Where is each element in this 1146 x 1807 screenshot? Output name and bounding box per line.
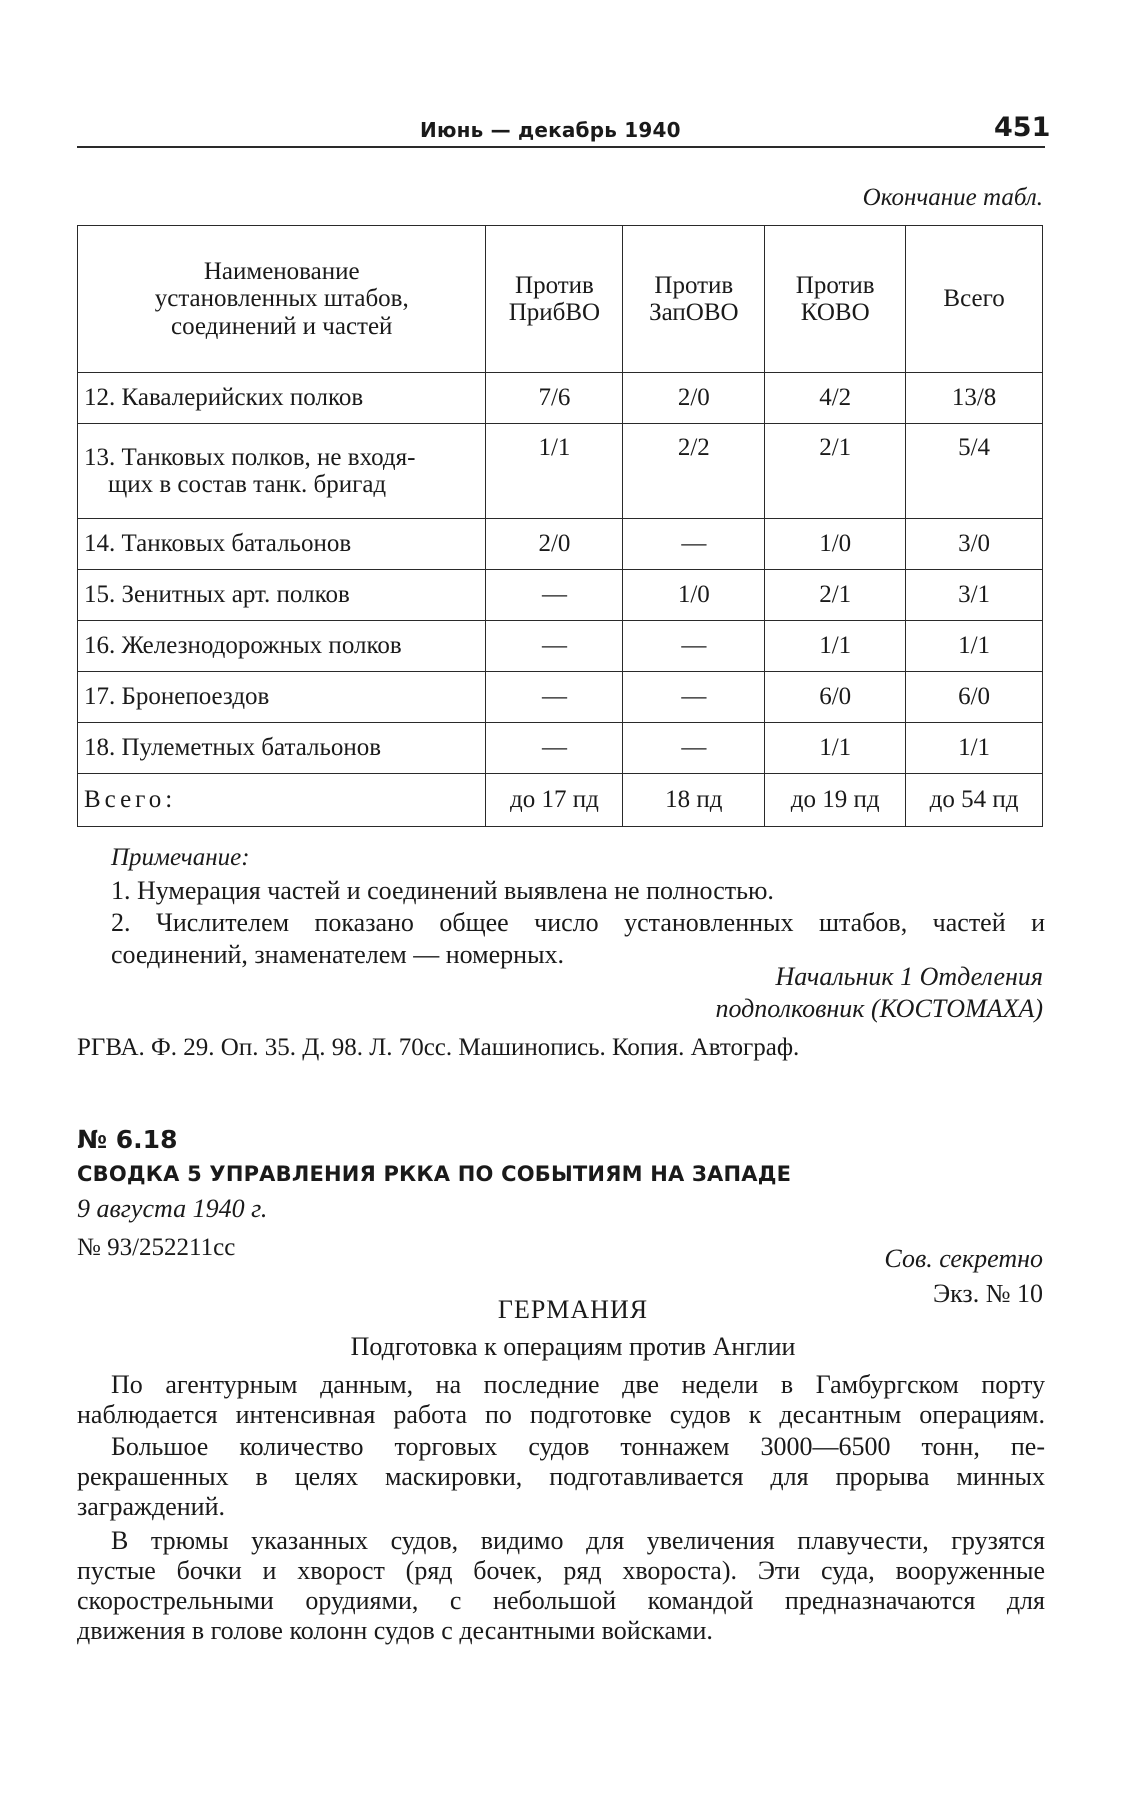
cell-zapovo: — bbox=[623, 723, 765, 774]
cell-pribvo: — bbox=[486, 672, 623, 723]
header-total: Всего bbox=[906, 226, 1043, 373]
note-item-2-line-2: соединений, знаменателем — номерных. bbox=[111, 940, 565, 969]
running-title: Июнь — декабрь 1940 bbox=[420, 118, 681, 142]
table-caption: Окончание табл. bbox=[862, 184, 1043, 211]
cell-total: 1/1 bbox=[906, 621, 1043, 672]
signature-position: Начальник 1 Отделения bbox=[775, 962, 1043, 991]
paragraph-1 bbox=[77, 1370, 1045, 1430]
cell-total: 5/4 bbox=[906, 424, 1043, 519]
cell-pribvo: — bbox=[486, 621, 623, 672]
signature-name: подполковник (КОСТОМАХА) bbox=[715, 994, 1043, 1023]
total-total: до 54 пд bbox=[906, 774, 1043, 827]
paragraph-line: По агентурным данным, на последние две недели в Гамбургском порту bbox=[111, 1370, 1045, 1399]
paragraph-line: скорострельными орудиями, с небольшой командой предназначаются для bbox=[77, 1586, 1045, 1615]
paragraph-line: пустые бочки и хворост (ряд бочек, ряд хвороста). Эти суда, вооруженные bbox=[77, 1556, 1045, 1585]
cell-kovo: 2/1 bbox=[765, 424, 906, 519]
note-item-2-line-1: 2. Числителем показано общее число установленных штабов, частей и bbox=[111, 908, 1045, 937]
classification: Сов. секретно bbox=[884, 1244, 1043, 1273]
paragraph-line: движения в голове колонн судов с десантными войсками. bbox=[77, 1616, 713, 1645]
cell-total: 3/1 bbox=[906, 570, 1043, 621]
row-name: 17. Бронепоездов bbox=[78, 672, 486, 723]
table-row bbox=[78, 570, 1043, 621]
row-name: 16. Железнодорожных полков bbox=[78, 621, 486, 672]
cell-zapovo: 2/0 bbox=[623, 373, 765, 424]
note-item-1: 1. Нумерация частей и соединений выявлена не полностью. bbox=[111, 876, 774, 905]
header-pribvo: Против ПрибВО bbox=[486, 226, 623, 373]
cell-kovo: 4/2 bbox=[765, 373, 906, 424]
cell-total: 1/1 bbox=[906, 723, 1043, 774]
cell-pribvo: 2/0 bbox=[486, 519, 623, 570]
table-row bbox=[78, 621, 1043, 672]
cell-kovo: 6/0 bbox=[765, 672, 906, 723]
cell-pribvo: — bbox=[486, 723, 623, 774]
total-zapovo: 18 пд bbox=[623, 774, 765, 827]
row-name: 18. Пулеметных батальонов bbox=[78, 723, 486, 774]
cell-pribvo: 1/1 bbox=[486, 424, 623, 519]
table-row bbox=[78, 723, 1043, 774]
units-table bbox=[77, 225, 1043, 827]
archive-source: РГВА. Ф. 29. Оп. 35. Д. 98. Л. 70сс. Машинопись. Копия. Автограф. bbox=[77, 1034, 800, 1061]
copy-number: Экз. № 10 bbox=[932, 1279, 1043, 1308]
header-rule bbox=[77, 146, 1045, 148]
table-row bbox=[78, 424, 1043, 519]
total-pribvo: до 17 пд bbox=[486, 774, 623, 827]
paragraph-line: заграждений. bbox=[77, 1492, 225, 1521]
paragraph-line: рекрашенных в целях маскировки, подготавливается для прорыва минных bbox=[77, 1462, 1045, 1491]
cell-kovo: 1/1 bbox=[765, 723, 906, 774]
registration-number: № 93/252211сс bbox=[77, 1234, 236, 1261]
total-kovo: до 19 пд bbox=[765, 774, 906, 827]
paragraph-2 bbox=[77, 1432, 1045, 1522]
document-date: 9 августа 1940 г. bbox=[77, 1194, 268, 1223]
document-number: № 6.18 bbox=[77, 1125, 178, 1154]
cell-total: 3/0 bbox=[906, 519, 1043, 570]
table-total-row bbox=[78, 774, 1043, 827]
cell-zapovo: — bbox=[623, 621, 765, 672]
paragraph-line: В трюмы указанных судов, видимо для увеличения плавучести, грузятся bbox=[111, 1526, 1045, 1555]
row-name: 13. Танковых полков, не входя- щих в состав танк. бригад bbox=[78, 424, 486, 519]
document-title: СВОДКА 5 УПРАВЛЕНИЯ РККА ПО СОБЫТИЯМ НА ЗАПАДЕ bbox=[77, 1162, 792, 1186]
row-name: 12. Кавалерийских полков bbox=[78, 373, 486, 424]
section-country: ГЕРМАНИЯ bbox=[497, 1295, 649, 1324]
table-row bbox=[78, 519, 1043, 570]
cell-zapovo: 1/0 bbox=[623, 570, 765, 621]
page-number: 451 bbox=[994, 112, 1051, 143]
cell-zapovo: — bbox=[623, 672, 765, 723]
cell-kovo: 1/1 bbox=[765, 621, 906, 672]
cell-zapovo: — bbox=[623, 519, 765, 570]
table-header-row bbox=[78, 226, 1043, 373]
row-name: 14. Танковых батальонов bbox=[78, 519, 486, 570]
paragraph-line: наблюдается интенсивная работа по подготовке судов к десантным операциям. bbox=[77, 1400, 1045, 1429]
table-row bbox=[78, 672, 1043, 723]
cell-total: 13/8 bbox=[906, 373, 1043, 424]
row-name: 15. Зенитных арт. полков bbox=[78, 570, 486, 621]
header-zapovo: Против ЗапОВО bbox=[623, 226, 765, 373]
total-label: Всего: bbox=[78, 774, 486, 827]
note-label: Примечание: bbox=[111, 844, 250, 871]
header-units: Наименование установленных штабов, соединений и частей bbox=[78, 226, 486, 373]
header-kovo: Против КОВО bbox=[765, 226, 906, 373]
cell-pribvo: 7/6 bbox=[486, 373, 623, 424]
cell-pribvo: — bbox=[486, 570, 623, 621]
cell-kovo: 2/1 bbox=[765, 570, 906, 621]
paragraph-line: Большое количество торговых судов тоннажем 3000—6500 тонн, пе- bbox=[111, 1432, 1045, 1461]
cell-zapovo: 2/2 bbox=[623, 424, 765, 519]
table-row bbox=[78, 373, 1043, 424]
section-subtitle: Подготовка к операциям против Англии bbox=[350, 1332, 796, 1361]
cell-kovo: 1/0 bbox=[765, 519, 906, 570]
paragraph-3 bbox=[77, 1526, 1045, 1646]
cell-total: 6/0 bbox=[906, 672, 1043, 723]
